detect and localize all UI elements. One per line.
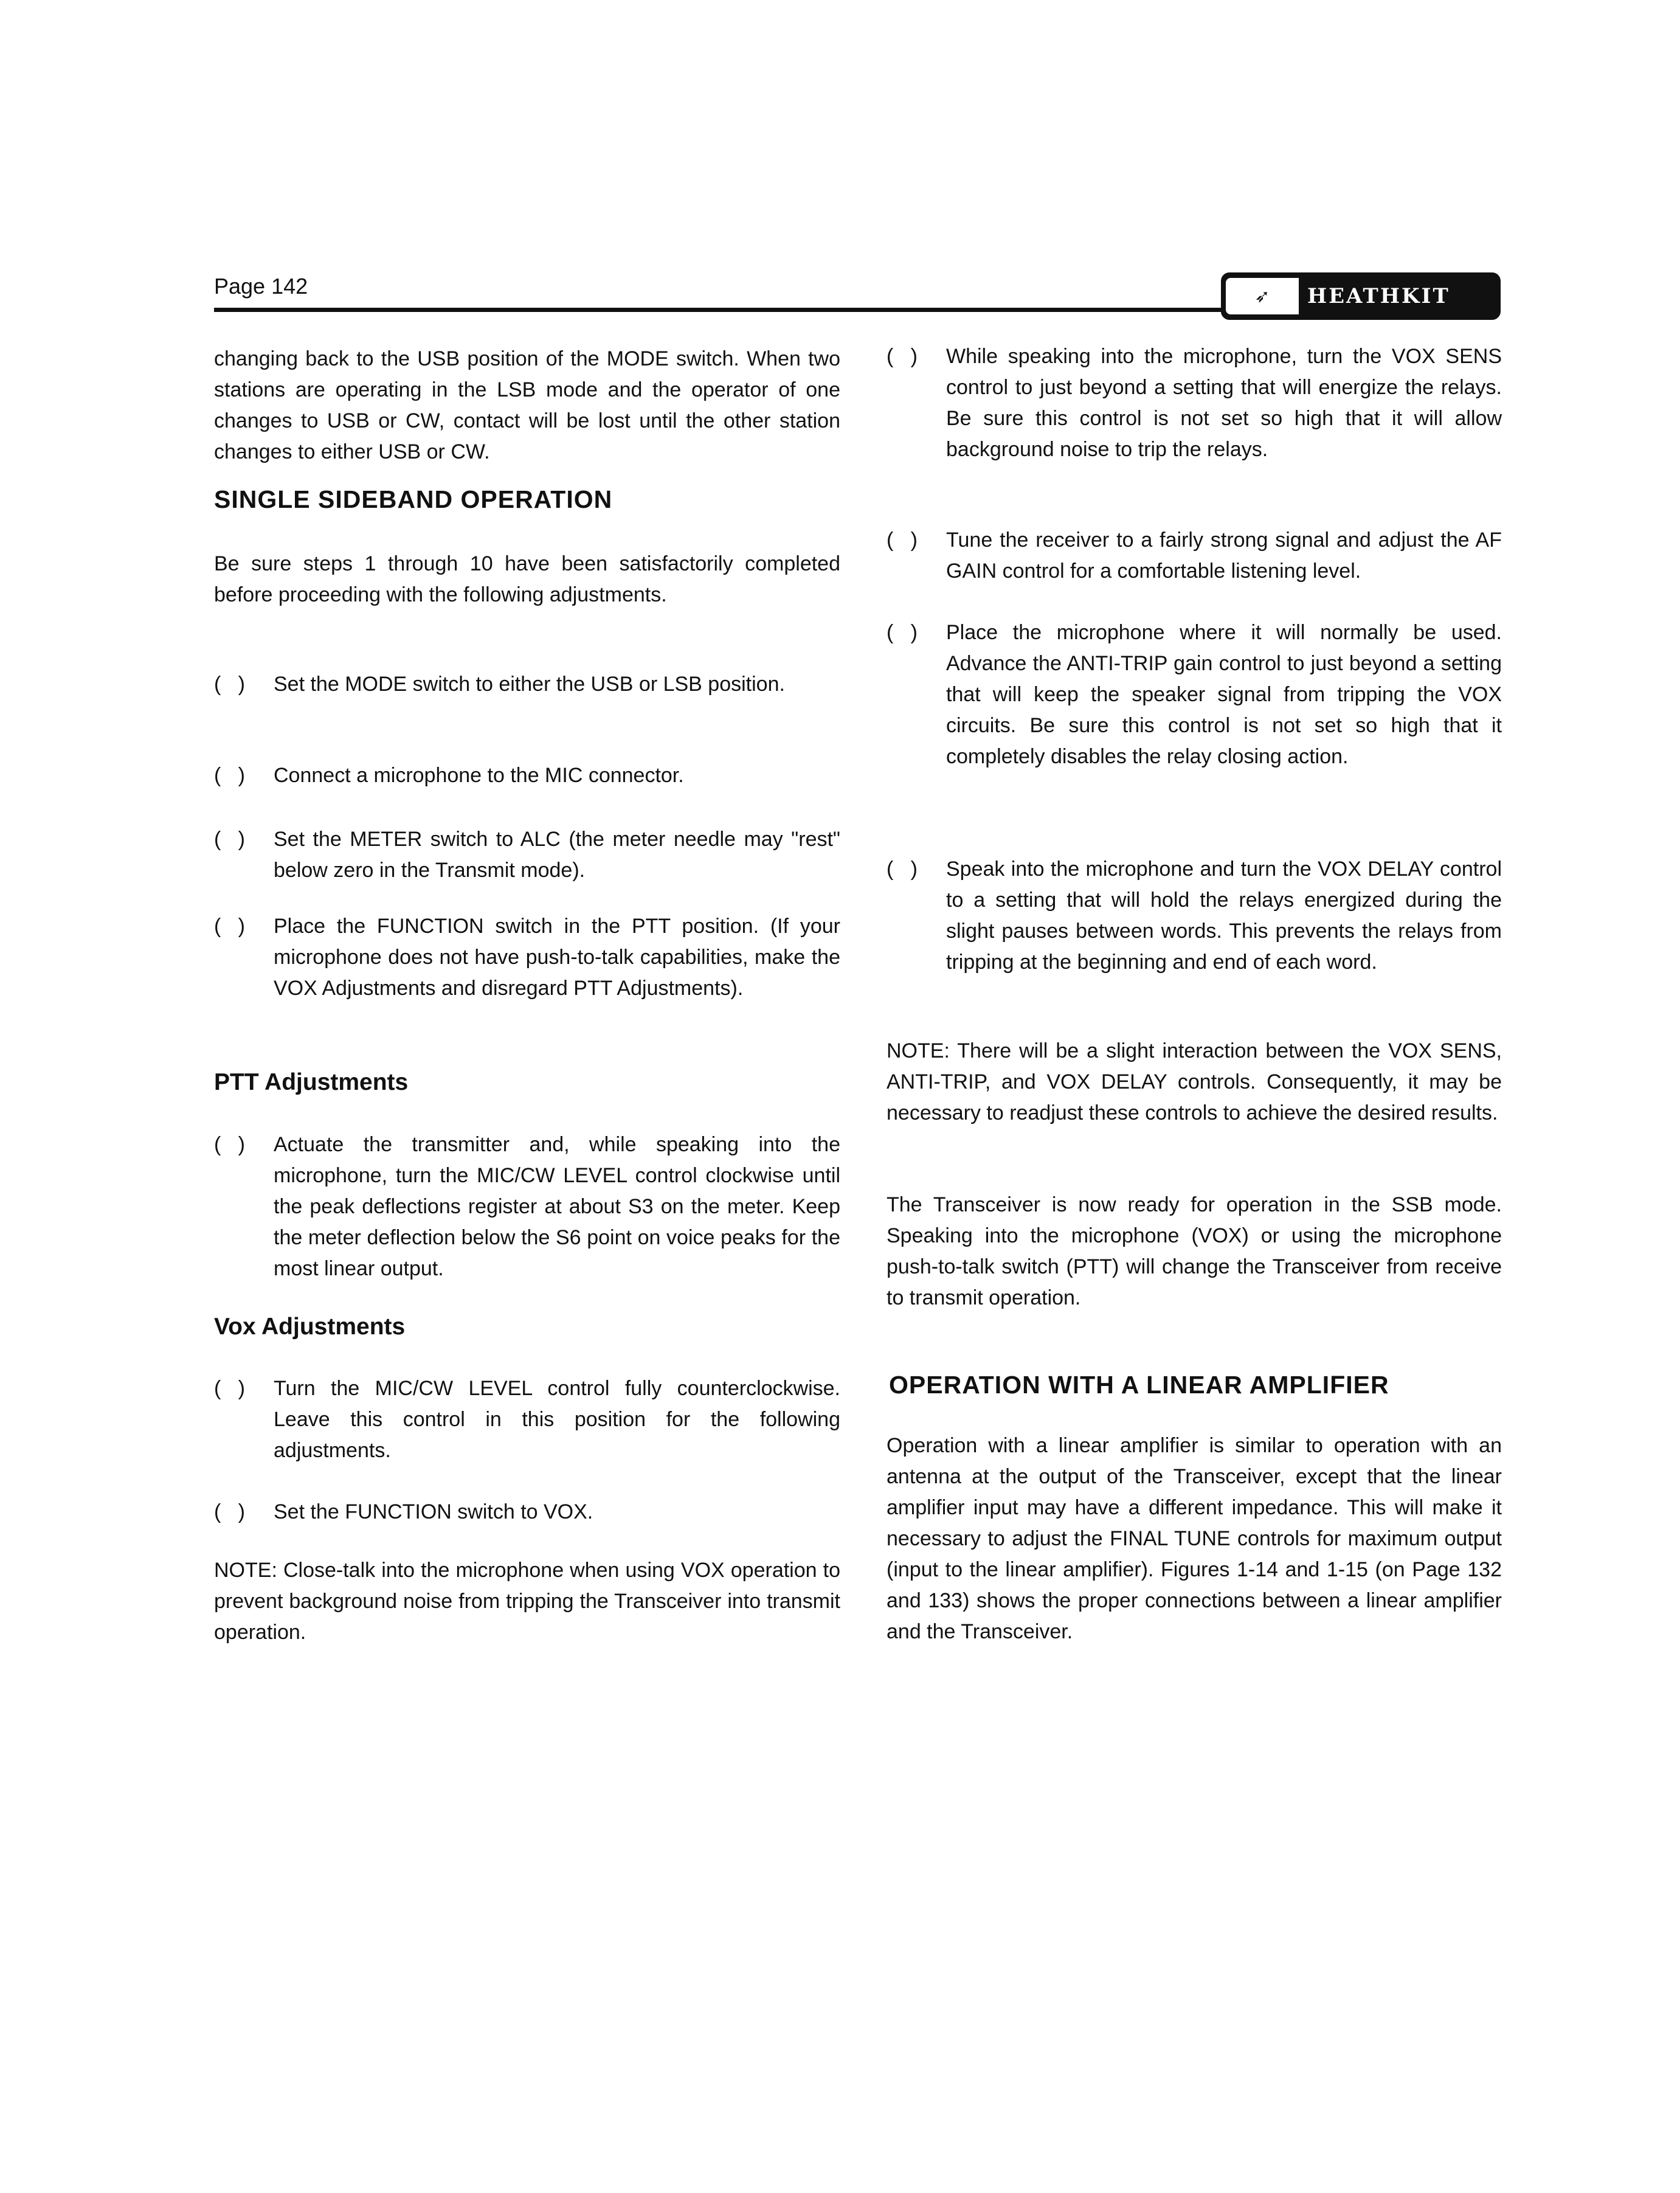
heading-vox-adjustments: Vox Adjustments: [214, 1314, 406, 1340]
step-text: While speaking into the microphone, turn the VOX SENS control to just beyond a setting that will energize the relays. Be sure this control is not set so high that it will allow background noise to trip the relays.: [946, 345, 1502, 461]
step-item: [214, 760, 840, 791]
step-checkbox[interactable]: ( ): [887, 528, 918, 552]
page-number: Page 142: [214, 274, 308, 299]
vox-note: NOTE: Close-talk into the microphone when using VOX operation to prevent background noise from tripping the Transceiver into transmit operation.: [214, 1559, 840, 1644]
logo-emblem-icon: ➶: [1226, 278, 1299, 314]
step-checkbox[interactable]: ( ): [214, 915, 245, 938]
step-text: Connect a microphone to the MIC connector.: [274, 764, 684, 787]
step-item: [214, 824, 840, 886]
step-checkbox[interactable]: ( ): [214, 1133, 245, 1156]
step-item: [887, 617, 1502, 772]
step-text: Speak into the microphone and turn the VOX DELAY control to a setting that will hold the relays energized during the slight pauses between words. This prevents the relays from tripping at the beginning and end of each word.: [946, 857, 1502, 974]
step-checkbox[interactable]: ( ): [214, 764, 245, 787]
heading-ptt-adjustments: PTT Adjustments: [214, 1069, 409, 1095]
step-item: [214, 1497, 840, 1528]
heading-ssb-operation: SINGLE SIDEBAND OPERATION: [214, 485, 613, 513]
step-text: Turn the MIC/CW LEVEL control fully counterclockwise. Leave this control in this position for the following adjustments.: [274, 1377, 840, 1462]
step-checkbox[interactable]: ( ): [214, 673, 245, 696]
step-checkbox[interactable]: ( ): [887, 621, 918, 644]
step-text: Tune the receiver to a fairly strong signal and adjust the AF GAIN control for a comfortable listening level.: [946, 528, 1502, 583]
step-text: Set the FUNCTION switch to VOX.: [274, 1500, 593, 1523]
step-item: [214, 911, 840, 1004]
heading-linear-amplifier: OPERATION WITH A LINEAR AMPLIFIER: [889, 1371, 1389, 1399]
step-item: [214, 1373, 840, 1466]
step-checkbox[interactable]: ( ): [887, 345, 918, 368]
step-text: Place the FUNCTION switch in the PTT position. (If your microphone does not have push-to-talk capabilities, make the VOX Adjustments and disregard PTT Adjustments).: [274, 915, 840, 1000]
step-item: [887, 341, 1502, 465]
step-text: Set the METER switch to ALC (the meter needle may "rest" below zero in the Transmit mode).: [274, 828, 840, 882]
step-item: [887, 854, 1502, 978]
heathkit-logo: [1221, 272, 1501, 320]
step-item: [887, 525, 1502, 587]
step-item: [214, 1129, 840, 1284]
step-checkbox[interactable]: ( ): [214, 828, 245, 851]
step-text: Set the MODE switch to either the USB or LSB position.: [274, 673, 785, 696]
step-text: Place the microphone where it will normally be used. Advance the ANTI-TRIP gain control to just beyond a setting that will keep the speaker signal from tripping the VOX circuits. Be sure this control is not set so high that it completely disables the relay closing action.: [946, 621, 1502, 768]
linear-paragraph: Operation with a linear amplifier is similar to operation with an antenna at the output of the Transceiver, except that the linear amplifier input may have a different impedance. This will make it necessary to adjust the FINAL TUNE controls for maximum output (input to the linear amplifier). Figures 1-14 and 1-15 (on Page 132 and 133) shows the proper connections between a linear amplifier and the Transceiver.: [887, 1434, 1502, 1643]
logo-wordmark: HEATHKIT: [1307, 284, 1450, 308]
header-rule: [214, 308, 1236, 312]
step-checkbox[interactable]: ( ): [214, 1500, 245, 1523]
intro-paragraph: changing back to the USB position of the MODE switch. When two stations are operating in the LSB mode and the operator of one changes to USB or CW, contact will be lost until the other station changes to either USB or CW.: [214, 347, 840, 463]
step-checkbox[interactable]: ( ): [887, 857, 918, 881]
ready-paragraph: The Transceiver is now ready for operation in the SSB mode. Speaking into the microphone (VOX) or using the microphone push-to-talk switch (PTT) will change the Transceiver from receive to transmit operation.: [887, 1193, 1502, 1309]
ssb-paragraph: Be sure steps 1 through 10 have been satisfactorily completed before proceeding with the following adjustments.: [214, 552, 840, 606]
interaction-note: NOTE: There will be a slight interaction between the VOX SENS, ANTI-TRIP, and VOX DELAY controls. Consequently, it may be necessary to readjust these controls to achieve the desired results.: [887, 1039, 1502, 1124]
step-text: Actuate the transmitter and, while speaking into the microphone, turn the MIC/CW LEVEL control clockwise until the peak deflections register at about S3 on the meter. Keep the meter deflection below the S6 point on voice peaks for the most linear output.: [274, 1133, 840, 1280]
step-item: [214, 669, 840, 700]
step-checkbox[interactable]: ( ): [214, 1377, 245, 1400]
